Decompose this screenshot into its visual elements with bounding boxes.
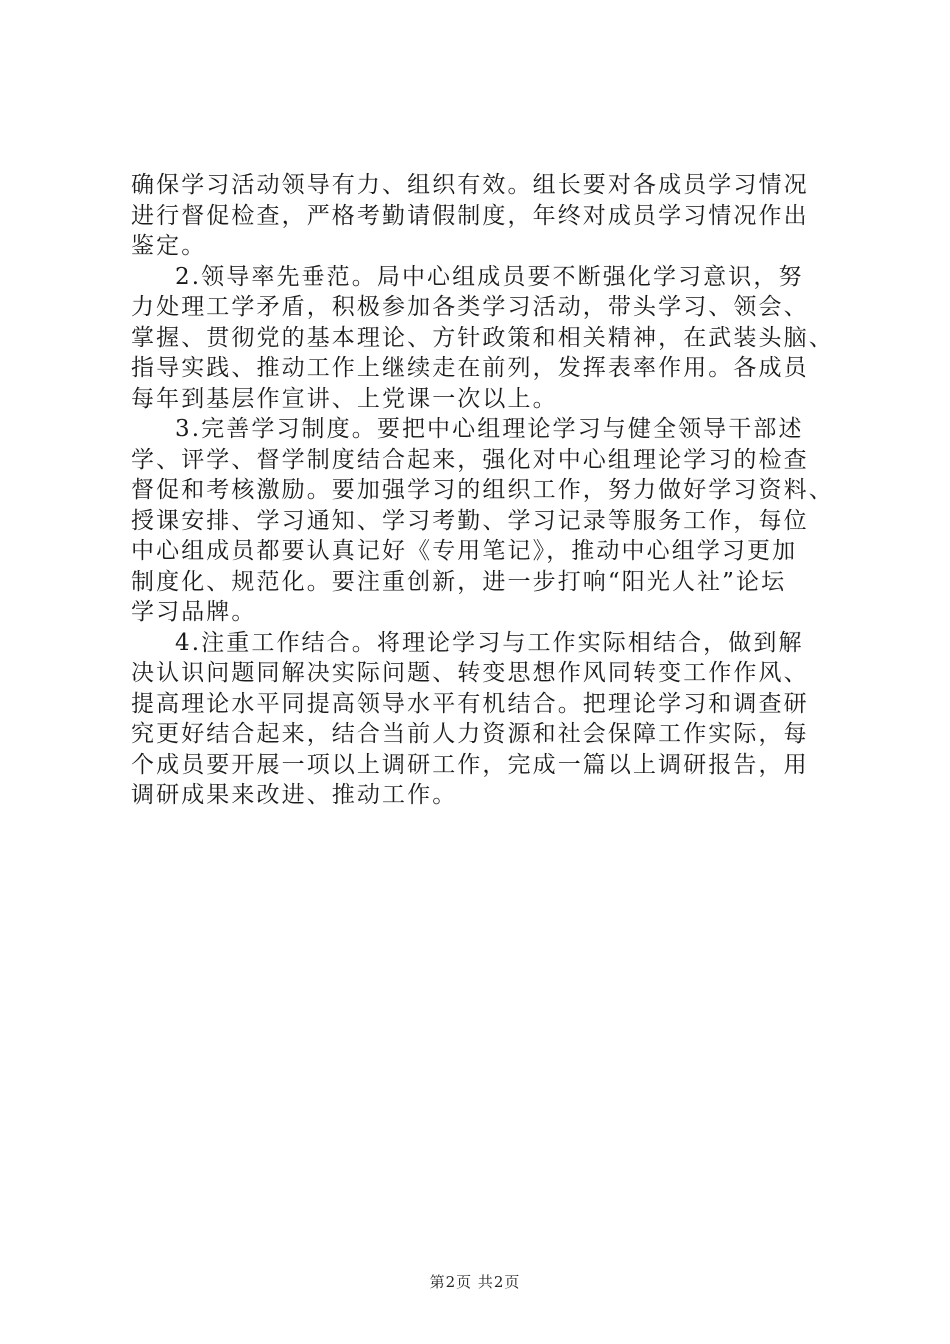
text-line: 学习品牌。 bbox=[131, 599, 257, 625]
text-line: 调研成果来改进、推动工作。 bbox=[131, 782, 458, 808]
text-line: 力处理工学矛盾，积极参加各类学习活动，带头学习、领会、 bbox=[131, 294, 809, 320]
text-line: 鉴定。 bbox=[131, 233, 207, 259]
text-line: 究更好结合起来，结合当前人力资源和社会保障工作实际，每 bbox=[131, 721, 809, 747]
text-line: 掌握、贯彻党的基本理论、方针政策和相关精神，在武装头脑、 bbox=[131, 324, 834, 351]
text-line: 决认识问题同解决实际问题、转变思想作风同转变工作作风、 bbox=[131, 660, 809, 686]
text-line: 中心组成员都要认真记好《专用笔记》，推动中心组学习更加 bbox=[131, 538, 798, 564]
text-line: 授课安排、学习通知、学习考勤、学习记录等服务工作，每位 bbox=[131, 507, 809, 534]
page-number-footer: 第2页 共2页 bbox=[429, 1273, 521, 1291]
paragraph-2-first-line: 2.领导率先垂范。局中心组成员要不断强化学习意识，努 bbox=[175, 263, 804, 290]
text-line: 个成员要开展一项以上调研工作，完成一篇以上调研报告，用 bbox=[131, 751, 809, 778]
text-line: 提高理论水平同提高领导水平有机结合。把理论学习和调查研 bbox=[131, 690, 809, 717]
paragraph-4-first-line: 4.注重工作结合。将理论学习与工作实际相结合，做到解 bbox=[175, 629, 804, 656]
paragraph-3-first-line: 3.完善学习制度。要把中心组理论学习与健全领导干部述 bbox=[175, 416, 804, 442]
document-body bbox=[131, 170, 834, 811]
text-line: 学、评学、督学制度结合起来，强化对中心组理论学习的检查 bbox=[131, 446, 809, 473]
text-line: 进行督促检查，严格考勤请假制度，年终对成员学习情况作出 bbox=[131, 202, 809, 229]
text-line: 每年到基层作宣讲、上党课一次以上。 bbox=[131, 385, 558, 412]
text-line: 确保学习活动领导有力、组织有效。组长要对各成员学习情况 bbox=[131, 172, 809, 198]
text-line: 指导实践、推动工作上继续走在前列，发挥表率作用。各成员 bbox=[131, 355, 809, 381]
text-line: 督促和考核激励。要加强学习的组织工作，努力做好学习资料、 bbox=[131, 477, 834, 503]
text-line: 制度化、规范化。要注重创新，进一步打响“阳光人社”论坛 bbox=[131, 568, 787, 595]
